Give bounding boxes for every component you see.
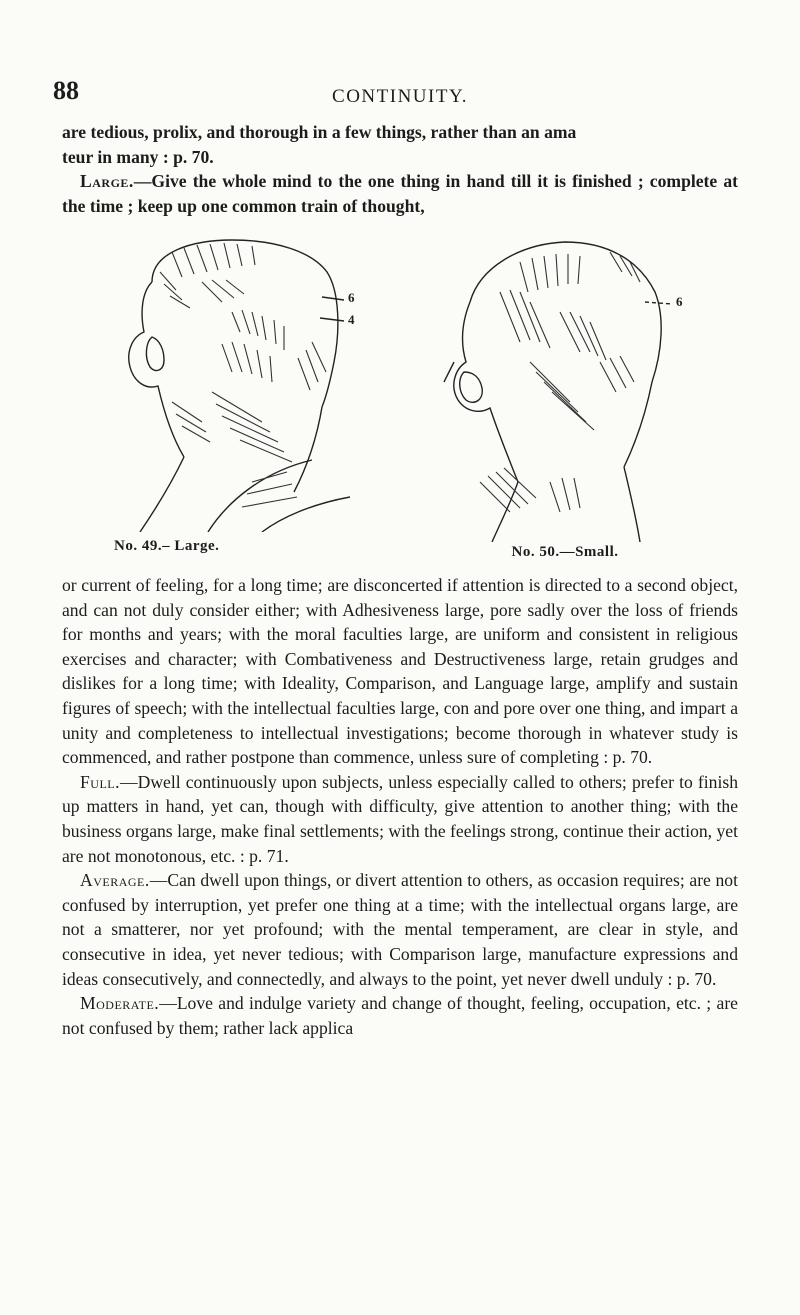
average-heading: Average. bbox=[80, 870, 150, 891]
large-text: —Give the whole mind to the one thing in hand till it is finished ; complete at the time ; keep up one common train of thought, bbox=[62, 171, 738, 216]
moderate-entry bbox=[62, 991, 738, 1040]
text-line: are tedious, prolix, and thorough in a few things, rather than an ama bbox=[62, 122, 577, 142]
figure-mark: 6 bbox=[348, 290, 355, 305]
figure-mark: 6 bbox=[676, 294, 683, 309]
moderate-heading: Moderate. bbox=[80, 993, 160, 1014]
head-engraving-small-icon bbox=[440, 232, 690, 542]
top-text-block bbox=[62, 120, 738, 218]
figure-caption: No. 49.– Large. bbox=[114, 538, 220, 554]
full-text: —Dwell continuously upon subjects, unless especially called to others; prefer to finish up matters in hand, yet can, though with difficulty, give attention to another thing; with the business organs large, make final settlements; with the feelings strong, continue their action, yet are not monotonous, etc. : p. 71. bbox=[62, 771, 738, 866]
average-text: —Can dwell upon things, or divert attention to others, as occasion requires; are not confused by interruption, yet prefer one thing at a time; with the intellectual organs large, are not a smatterer, nor yet profound; with the mental temperament, are clear in style, and consecutive in idea, yet never tedious; with Comparison large, manufacture expressions and ideas consecutively, and connectedly, and always to the point, yet never dwell unduly : p. 70. bbox=[62, 870, 738, 989]
bottom-text-block bbox=[62, 573, 738, 1040]
figure-mark: 4 bbox=[348, 312, 355, 327]
continuation-paragraph: or current of feeling, for a long time; are disconcerted if attention is directed to a second object, and can not duly consider either; with Adhesiveness large, pore sadly over the loss of friends for months and years; with the moral faculties large, are uniform and consistent in religious exercises and character; with Combativeness and Destructiveness large, retain grudges and dislikes for a long time; with Ideality, Comparison, and Language large, amplify and sustain figures of speech; with the intellectual faculties large, con and pore over one thing, and impart a unity and completeness to intellectual investigations; become thorough in whatever study is commenced, and rather postpone than commence, unless sure of completing : p. 70. bbox=[62, 575, 738, 768]
large-entry bbox=[62, 169, 738, 218]
moderate-text: —Love and indulge variety and change of thought, feeling, occupation, etc. ; are not confused by them; rather lack applica bbox=[62, 993, 738, 1038]
figure-caption: No. 50.—Small. bbox=[511, 544, 619, 560]
average-entry bbox=[62, 868, 738, 991]
figure-small-continuity bbox=[440, 232, 690, 567]
text-line: teur in many : p. 70. bbox=[62, 146, 214, 167]
head-engraving-large-icon bbox=[112, 232, 362, 532]
full-heading: Full. bbox=[80, 771, 121, 792]
full-entry bbox=[62, 770, 738, 868]
figure-large-continuity bbox=[112, 232, 362, 567]
running-head: CONTINUITY. bbox=[332, 86, 468, 107]
page-number: 88 bbox=[53, 76, 79, 105]
large-heading: Large. bbox=[80, 171, 134, 192]
